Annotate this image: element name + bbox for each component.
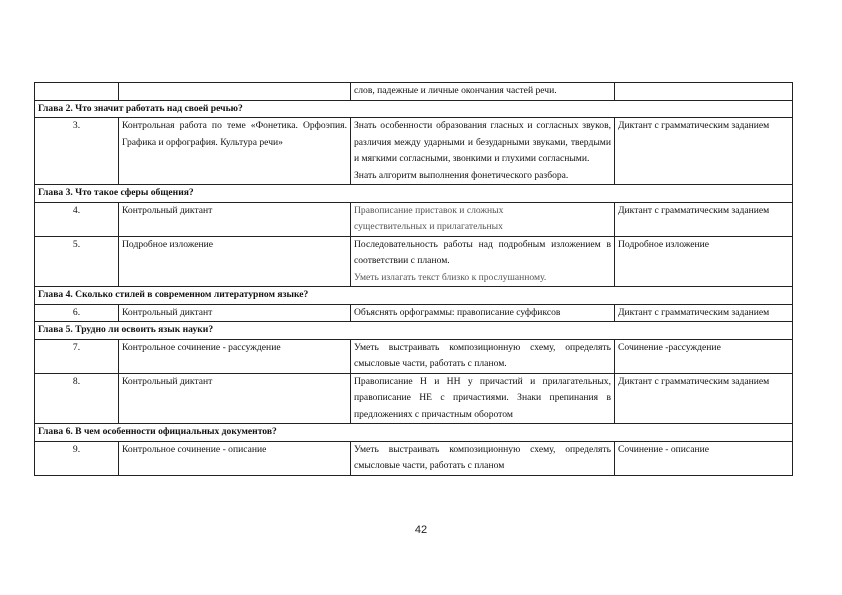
- table-row: [35, 83, 793, 101]
- content-line: Последовательность работы над подробным изложением в соответствии с планом.: [354, 238, 611, 266]
- content-cell: [351, 236, 615, 287]
- work-cell: Контрольное сочинение - рассуждение: [119, 339, 351, 373]
- num-cell: 8.: [35, 373, 119, 424]
- form-cell: Подробное изложение: [615, 236, 793, 287]
- section-heading: Глава 5. Трудно ли освоить язык науки?: [35, 322, 793, 340]
- content-line: Правописание приставок и сложных: [354, 204, 504, 216]
- work-cell: Контрольный диктант: [119, 304, 351, 322]
- work-cell: Контрольная работа по теме «Фонетика. Орфоэпия. Графика и орфография. Культура речи»: [119, 118, 351, 185]
- work-cell: [119, 83, 351, 101]
- work-cell: Контрольный диктант: [119, 202, 351, 236]
- content-cell: Объяснять орфограммы: правописание суффиксов: [351, 304, 615, 322]
- table-row: [35, 441, 793, 475]
- num-cell: [35, 83, 119, 101]
- section-row: [35, 287, 793, 305]
- section-row: [35, 424, 793, 442]
- section-heading: Глава 3. Что такое сферы общения?: [35, 185, 793, 203]
- work-cell: Подробное изложение: [119, 236, 351, 287]
- content-line: Уметь излагать текст близко к прослушанному.: [354, 271, 547, 283]
- form-cell: Сочинение -рассуждение: [615, 339, 793, 373]
- content-cell: [351, 118, 615, 185]
- section-row: [35, 185, 793, 203]
- table-row: [35, 373, 793, 424]
- content-cell: Правописание Н и НН у причастий и прилагательных, правописание НЕ с причастиями. Знаки препинания в предложениях с причастным оборотом: [351, 373, 615, 424]
- num-cell: 9.: [35, 441, 119, 475]
- num-cell: 6.: [35, 304, 119, 322]
- table-row: [35, 236, 793, 287]
- work-cell: Контрольный диктант: [119, 373, 351, 424]
- num-cell: 7.: [35, 339, 119, 373]
- num-cell: 5.: [35, 236, 119, 287]
- table-row: [35, 202, 793, 236]
- section-row: [35, 100, 793, 118]
- work-cell: Контрольное сочинение - описание: [119, 441, 351, 475]
- content-cell: Уметь выстраивать композиционную схему, определять смысловые части, работать с планом: [351, 441, 615, 475]
- form-cell: Диктант с грамматическим заданием: [615, 118, 793, 185]
- num-cell: 4.: [35, 202, 119, 236]
- section-heading: Глава 4. Сколько стилей в современном литературном языке?: [35, 287, 793, 305]
- content-cell: Уметь выстраивать композиционную схему, определять смысловые части, работать с планом.: [351, 339, 615, 373]
- table-row: [35, 118, 793, 185]
- section-heading: Глава 2. Что значит работать над своей речью?: [35, 100, 793, 118]
- content-cell: [351, 202, 615, 236]
- page-number: 42: [414, 524, 428, 536]
- num-cell: 3.: [35, 118, 119, 185]
- form-cell: [615, 83, 793, 101]
- content-line: Знать алгоритм выполнения фонетического разбора.: [354, 169, 569, 181]
- section-heading: Глава 6. В чем особенности официальных документов?: [35, 424, 793, 442]
- content-line: существительных и прилагательных: [354, 221, 503, 232]
- form-cell: Диктант с грамматическим заданием: [615, 373, 793, 424]
- section-row: [35, 322, 793, 340]
- form-cell: Сочинение - описание: [615, 441, 793, 475]
- table-row: [35, 304, 793, 322]
- form-cell: Диктант с грамматическим заданием: [615, 202, 793, 236]
- content-line: Знать особенности образования гласных и согласных звуков, различия между ударными и безударными звуками, твердыми и мягкими согласными, звонкими и глухими согласными.: [354, 120, 611, 164]
- assessment-table: [34, 82, 793, 476]
- table-row: [35, 339, 793, 373]
- form-cell: Диктант с грамматическим заданием: [615, 304, 793, 322]
- content-cell: слов, падежные и личные окончания частей речи.: [351, 83, 615, 101]
